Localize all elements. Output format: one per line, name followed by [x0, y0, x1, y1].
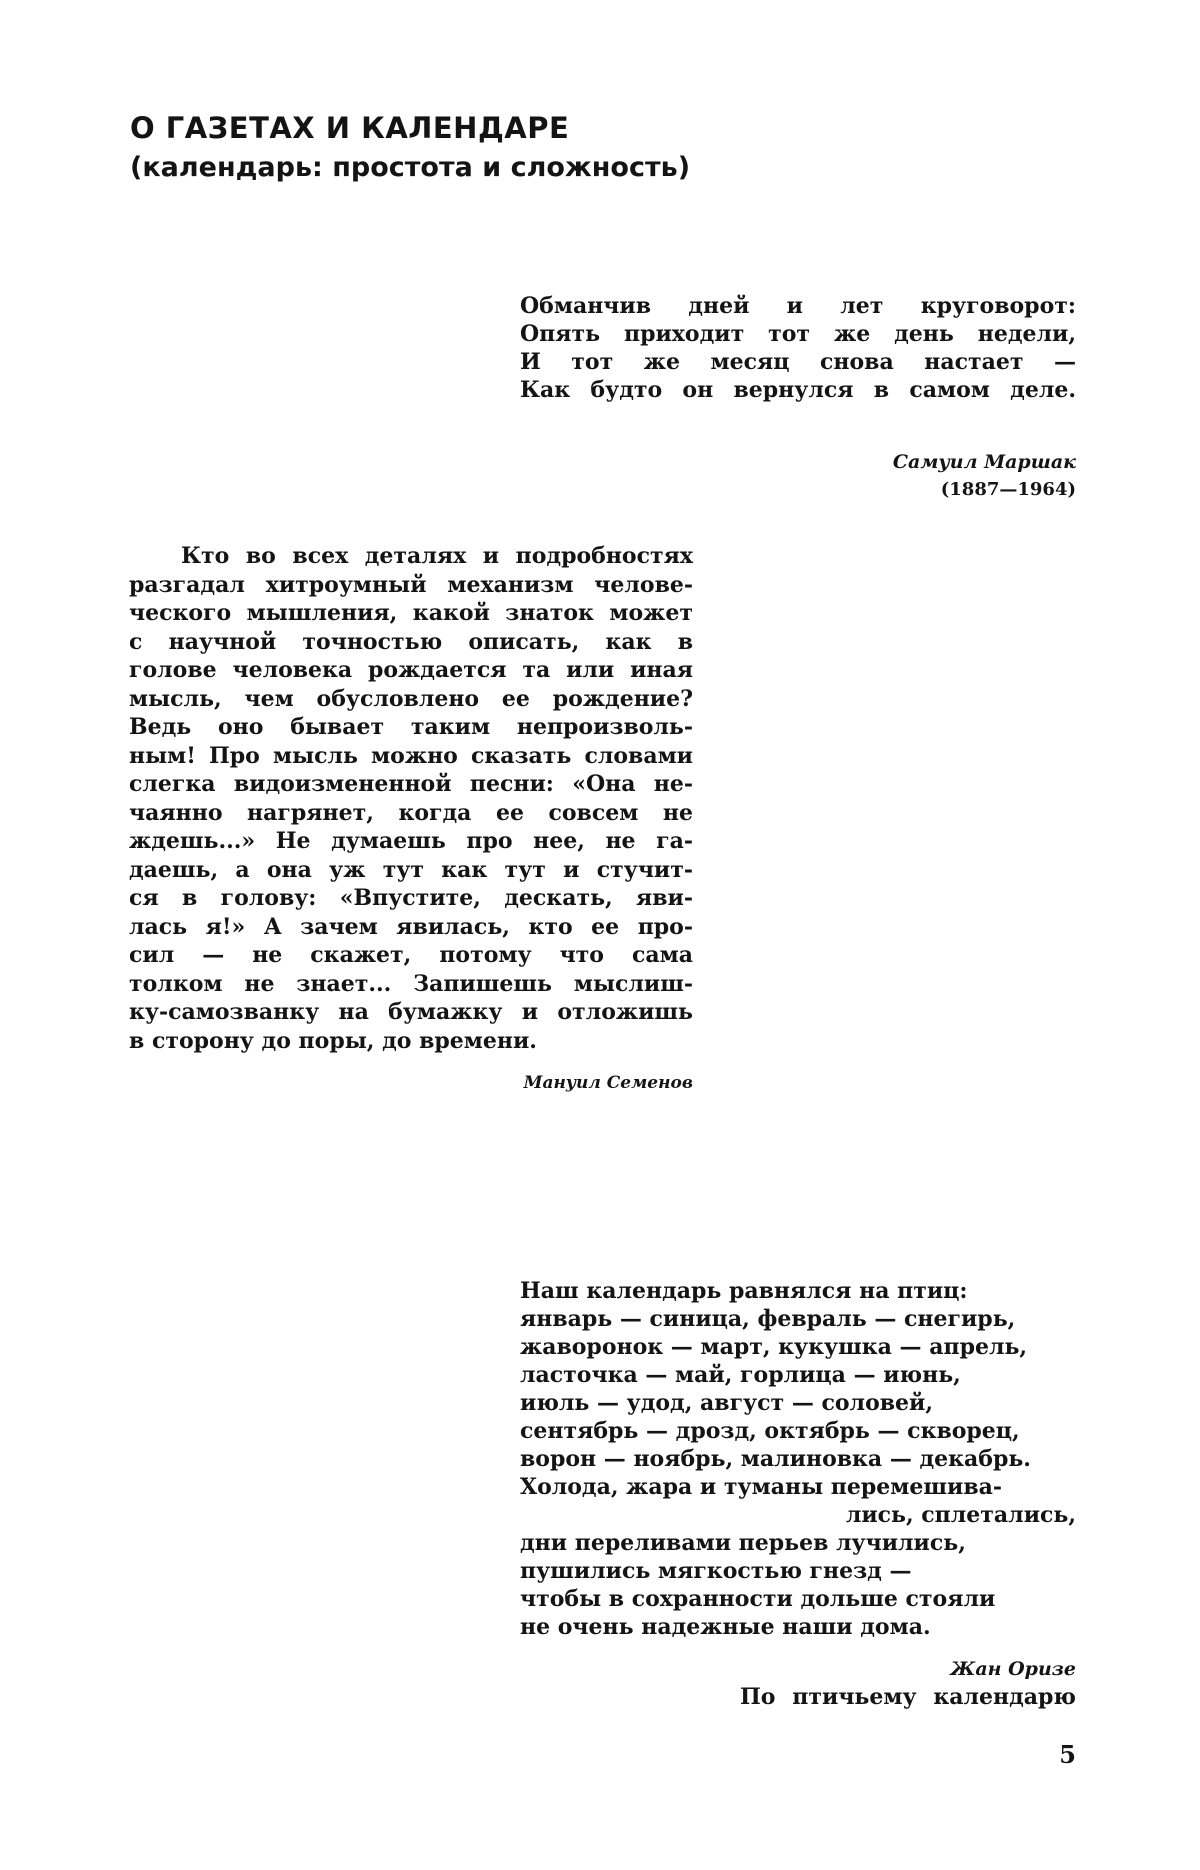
poem-line: жаворонок — март, кукушка — апрель, [520, 1334, 1028, 1360]
epigraph-author-years: (1887—1964) [940, 479, 1076, 500]
paragraph-line: ку-самозванку на бумажку и отложишь [129, 999, 693, 1025]
chapter-title: О ГАЗЕТАХ И КАЛЕНДАРЕ [130, 111, 570, 145]
poem-line: июль — удод, август — соловей, [520, 1390, 934, 1416]
paragraph-line: ся в голову: «Впустите, дескать, яви- [129, 885, 693, 911]
chapter-subtitle: (календарь: простота и сложность) [130, 152, 691, 183]
epigraph-line: Опять приходит тот же день недели, [520, 321, 1076, 347]
paragraph-line: лась я!» А зачем явилась, кто ее про- [129, 913, 693, 940]
paragraph-line: мысль, чем обусловлено ее рождение? [129, 685, 693, 712]
paragraph-line: ным! Про мысль можно сказать словами [129, 742, 693, 769]
poem-line: Наш календарь равнялся на птиц: [520, 1278, 968, 1304]
poem-line: пушились мягкостью гнезд — [520, 1558, 912, 1584]
paragraph-line: разгадал хитроумный механизм челове- [129, 571, 693, 598]
paragraph-line: толком не знает... Запишешь мыслиш- [129, 970, 693, 997]
epigraph-author: Самуил Маршак [892, 451, 1076, 473]
poem-line: ласточка — май, горлица — июнь, [520, 1362, 961, 1388]
poem-source: По птичьему календарю [740, 1684, 1076, 1710]
quote-author: Мануил Семенов [523, 1073, 693, 1093]
epigraph-marshak [520, 292, 1076, 404]
poem-author: Жан Оризе [950, 1658, 1076, 1680]
poem-line: январь — синица, февраль — снегирь, [520, 1306, 1016, 1332]
epigraph-orizet [520, 1277, 1076, 1641]
poem-line: Холода, жара и туманы перемешива- [520, 1474, 1003, 1500]
chapter-heading [130, 108, 830, 188]
epigraph-attribution [700, 448, 1076, 504]
poem-line: не очень надежные наши дома. [520, 1614, 931, 1640]
poem-line: ворон — ноябрь, малиновка — декабрь. [520, 1446, 1031, 1472]
poem-line: дни переливами перьев лучились, [520, 1530, 966, 1556]
poem-line: чтобы в сохранности дольше стояли [520, 1586, 996, 1612]
paragraph-line: Кто во всех деталях и подробностях [181, 543, 693, 569]
poem-line-continuation: лись, сплетались, [845, 1502, 1076, 1528]
paragraph-line: чаянно нагрянет, когда ее совсем не [129, 799, 693, 826]
paragraph-line: даешь, а она уж тут как тут и стучит- [129, 856, 693, 883]
paragraph-line: Ведь оно бывает таким непроизволь- [129, 714, 693, 740]
page-number: 5 [1059, 1740, 1076, 1769]
paragraph-line: с научной точностью описать, как в [129, 628, 693, 655]
paragraph-line: в сторону до поры, до времени. [129, 1027, 537, 1054]
epigraph-line: Как будто он вернулся в самом деле. [520, 377, 1076, 403]
paragraph-line: ждешь...» Не думаешь про нее, не га- [129, 828, 693, 854]
poem-line: сентябрь — дрозд, октябрь — скворец, [520, 1418, 1020, 1444]
paragraph-line: слегка видоизмененной песни: «Она не- [129, 771, 693, 797]
paragraph-line: голове человека рождается та или иная [129, 657, 693, 683]
quote-paragraph [129, 542, 693, 1055]
epigraph-line: Обманчив дней и лет круговорот: [520, 293, 1076, 319]
paragraph-line: ческого мышления, какой знаток может [129, 600, 693, 626]
epigraph-line: И тот же месяц снова настает — [520, 349, 1076, 375]
paragraph-line: сил — не скажет, потому что сама [129, 942, 693, 968]
